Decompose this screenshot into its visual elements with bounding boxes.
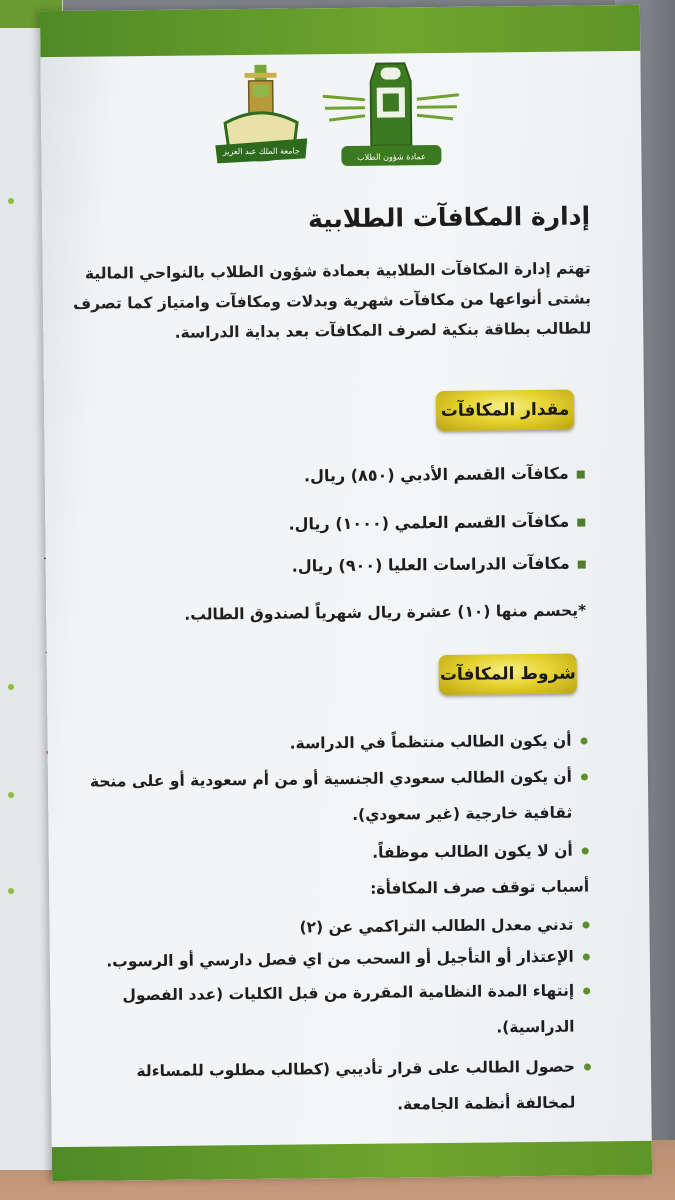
bullet-dot-icon (582, 921, 589, 928)
stop-reason-item (299, 909, 589, 942)
stop-reason-text: إنتهاء المدة النظامية المقررة من قبل الكليات (عدد الفصول (122, 981, 575, 1005)
stop-reason-item (106, 941, 590, 976)
square-bullet-icon (578, 560, 586, 568)
stop-reason-text: الإعتذار أو التأجيل أو السحب من اي فصل دارسي أو الرسوب. (106, 947, 574, 971)
bullet-dot-icon (581, 773, 588, 780)
back-bullet (8, 792, 14, 798)
university-crest-icon (210, 62, 311, 178)
amount-item (292, 553, 586, 575)
deanship-logo-caption: عمادة شؤون الطلاب (357, 152, 426, 162)
condition-item-text: أن يكون الطالب سعودي الجنسية أو من أم سعودية أو على منحة (89, 767, 573, 791)
stop-reason-item (122, 975, 590, 1010)
condition-item (90, 761, 588, 796)
amount-item-text: مكافآت القسم العلمي (١٠٠٠) ريال. (288, 511, 570, 534)
bullet-dot-icon (581, 737, 588, 744)
amount-item (288, 511, 585, 533)
conditions-section-heading: شروط المكافآت (439, 654, 577, 695)
bullet-dot-icon (582, 847, 589, 854)
square-bullet-icon (577, 518, 585, 526)
bullet-dot-icon (583, 987, 590, 994)
bottom-green-band (52, 1141, 652, 1181)
university-logo-caption: جامعة الملك عبد العزيز (222, 146, 300, 157)
deduction-note: *يحسم منها (١٠) عشرة ريال شهرياً لصندوق الطالب. (184, 601, 587, 624)
amount-item-text: مكافآت القسم الأدبي (٨٥٠) ريال. (303, 463, 569, 486)
intro-paragraph: تهتم إدارة المكافآت الطلابية بعمادة شؤون الطلاب بالنواحي المالية بشتى أنواعها من مكافآت شهرية وبدلات ومكافآت وامتياز كما تصرف للطالب بطاقة بنكية لصرف المكافآت بعد بداية الدراسة. (72, 259, 592, 342)
condition-item-text: أن لا يكون الطالب موظفاً. (372, 841, 573, 862)
bullet-dot-icon (584, 1063, 591, 1070)
stop-reason-text: حصول الطالب على قرار تأديبي (كطالب مطلوب للمساءلة (136, 1057, 576, 1081)
stop-reason-continuation: لمخالفة أنظمة الجامعة. (397, 1093, 576, 1114)
brochure-page (40, 5, 652, 1181)
stop-reasons-heading: أسباب توقف صرف المكافأة: (370, 877, 590, 898)
bullet-dot-icon (583, 953, 590, 960)
condition-item-continuation: ثقافية خارجية (غير سعودي). (352, 803, 573, 824)
stop-reason-item (136, 1051, 591, 1086)
back-bullet (8, 888, 14, 894)
back-bullet (8, 684, 14, 690)
square-bullet-icon (577, 470, 585, 478)
amount-item (304, 463, 585, 485)
amount-item-text: مكافآت الدراسات العليا (٩٠٠) ريال. (291, 553, 570, 576)
deanship-emblem-icon (320, 57, 461, 170)
page-title: إدارة المكافآت الطلابية (307, 201, 591, 234)
condition-item (372, 835, 589, 867)
amount-section-heading: مقدار المكافآت (436, 390, 574, 431)
back-bullet (8, 198, 14, 204)
stop-reason-text: تدني معدل الطالب التراكمي عن (٢) (299, 915, 574, 937)
condition-item-text: أن يكون الطالب منتظماً في الدراسة. (289, 731, 572, 753)
brochure-content (72, 5, 640, 1151)
stop-reason-continuation: الدراسية). (496, 1017, 575, 1037)
condition-item (290, 725, 588, 758)
